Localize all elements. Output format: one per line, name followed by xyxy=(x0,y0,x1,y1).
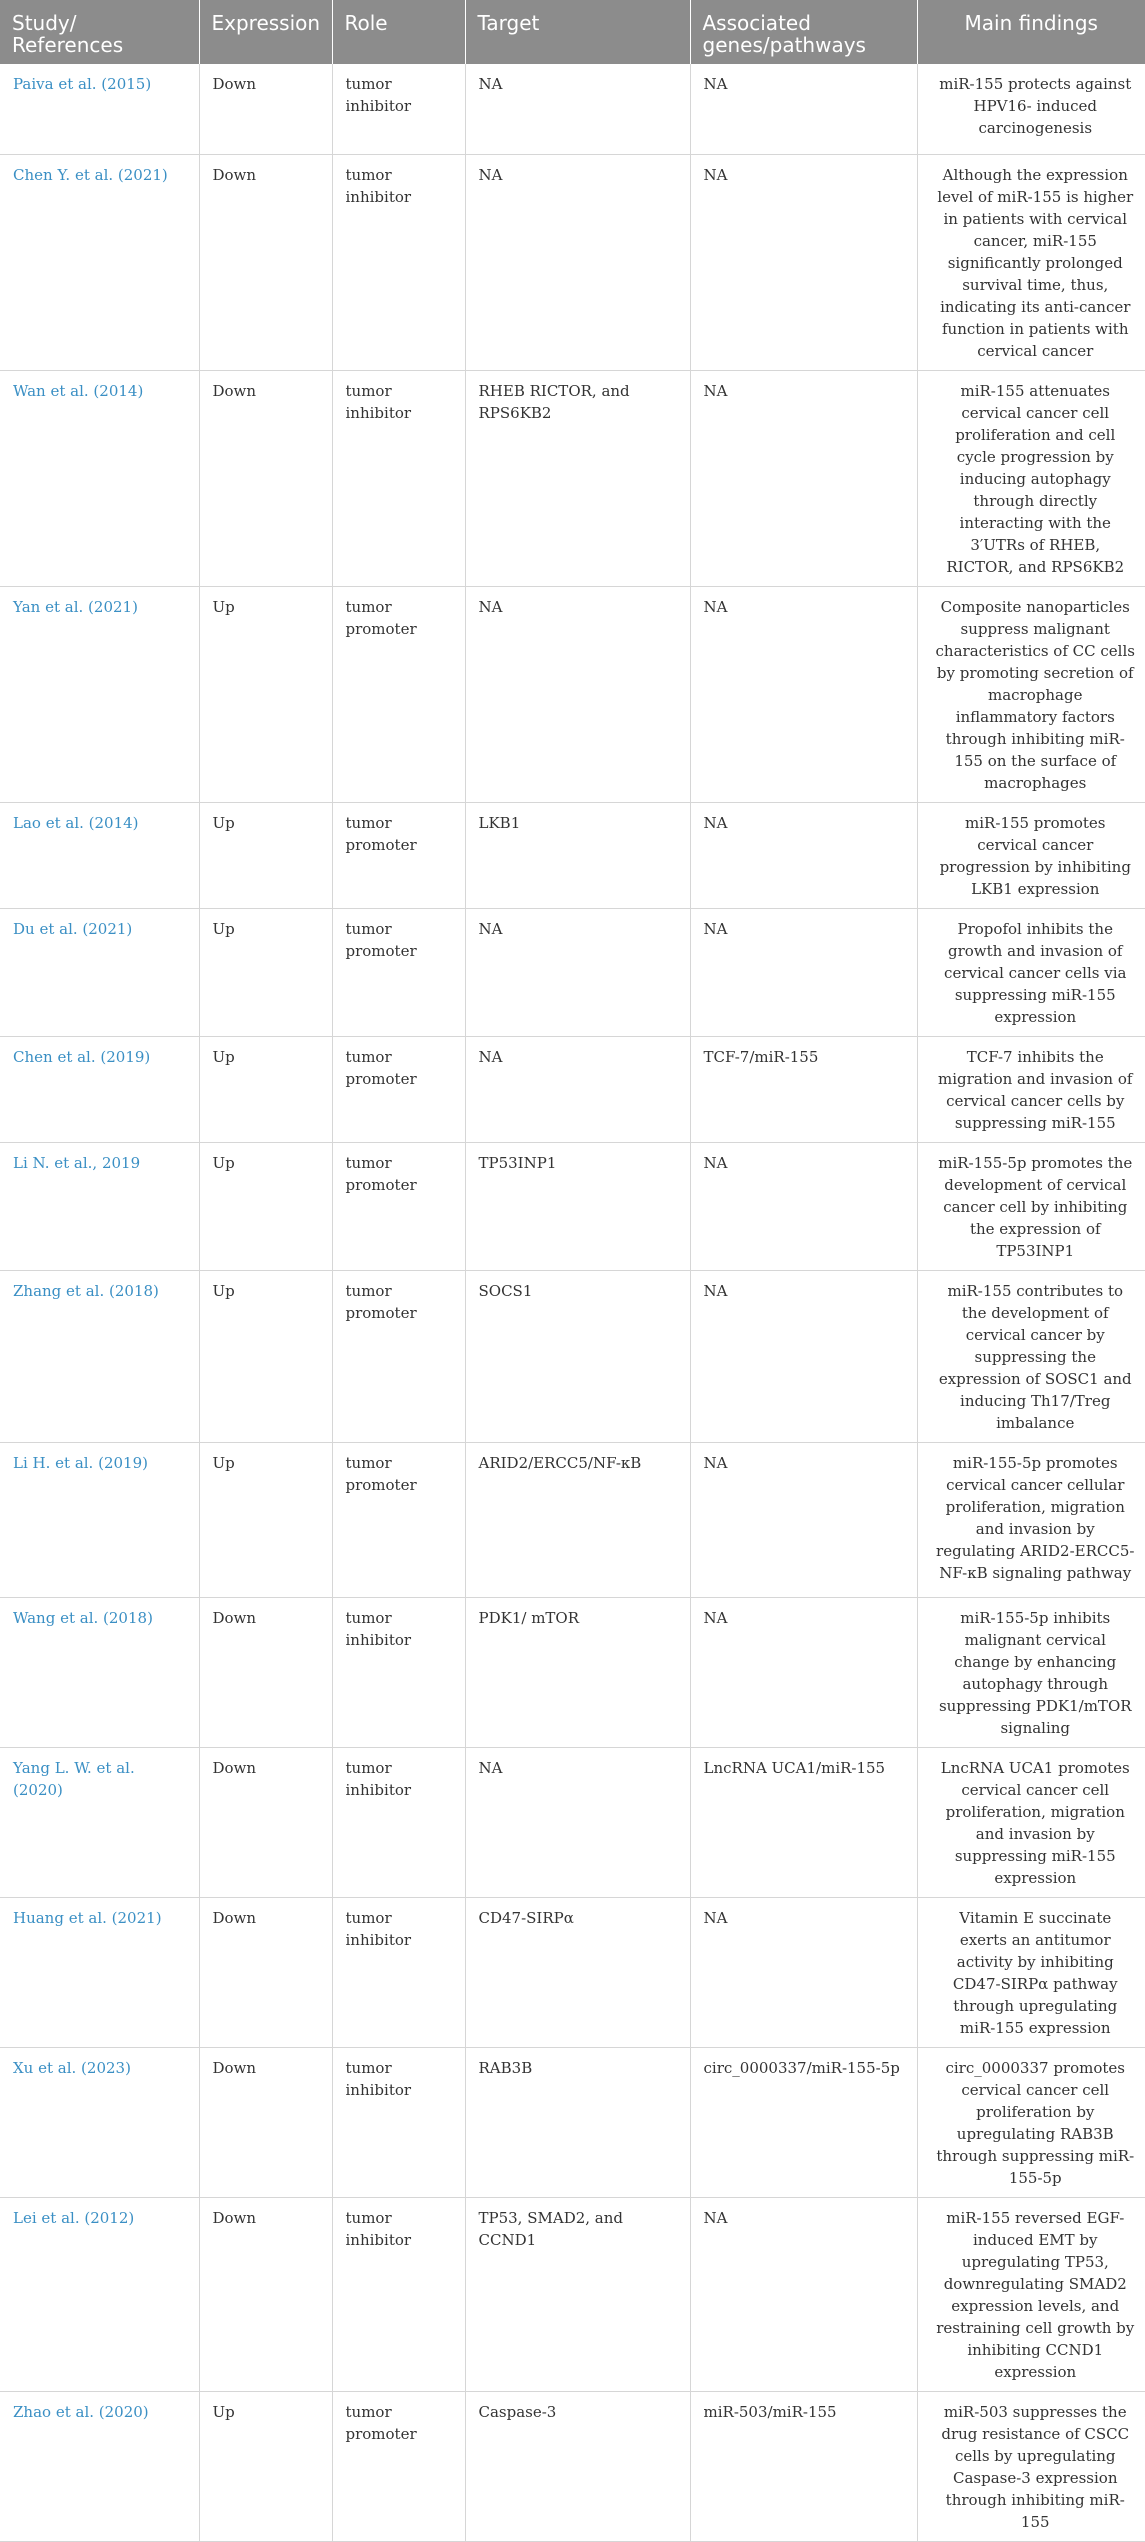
table-row xyxy=(0,2197,1145,2391)
table-row xyxy=(0,2391,1145,2541)
associated-cell: NA xyxy=(690,586,917,802)
expression-cell: Down xyxy=(199,64,332,154)
role-cell: tumor promoter xyxy=(332,1036,465,1142)
target-cell: NA xyxy=(465,586,690,802)
associated-cell: circ_0000337/miR-155-5p xyxy=(690,2047,917,2197)
table-row xyxy=(0,2047,1145,2197)
associated-cell: NA xyxy=(690,1597,917,1747)
role-cell: tumor promoter xyxy=(332,586,465,802)
role-cell: tumor promoter xyxy=(332,2391,465,2541)
table-row xyxy=(0,1442,1145,1597)
target-cell: TP53INP1 xyxy=(465,1142,690,1270)
header-associated-label: Associated genes/pathways xyxy=(702,11,866,57)
associated-cell: NA xyxy=(690,1270,917,1442)
target-cell: NA xyxy=(465,1747,690,1897)
expression-cell: Up xyxy=(199,2391,332,2541)
expression-cell: Up xyxy=(199,1036,332,1142)
findings-cell: Although the expression level of miR-155 is higher in patients with cervical cancer, miR-155 significantly prolonged survival time, thus, indicating its anti-cancer function in patients with cervical cancer xyxy=(917,154,1145,370)
study-cell[interactable]: Lao et al. (2014) xyxy=(0,802,199,908)
study-cell[interactable]: Du et al. (2021) xyxy=(0,908,199,1036)
findings-cell: miR-503 suppresses the drug resistance of CSCC cells by upregulating Caspase-3 expression through inhibiting miR-155 xyxy=(917,2391,1145,2541)
findings-cell: miR-155 contributes to the development of cervical cancer by suppressing the expression of SOSC1 and inducing Th17/Treg imbalance xyxy=(917,1270,1145,1442)
study-cell[interactable]: Lei et al. (2012) xyxy=(0,2197,199,2391)
role-cell: tumor promoter xyxy=(332,908,465,1036)
table-row xyxy=(0,370,1145,586)
target-cell: ARID2/ERCC5/NF-κB xyxy=(465,1442,690,1597)
table-row xyxy=(0,1747,1145,1897)
table-row xyxy=(0,1270,1145,1442)
header-findings xyxy=(917,0,1145,64)
table-body xyxy=(0,64,1145,2541)
study-cell[interactable]: Yan et al. (2021) xyxy=(0,586,199,802)
study-cell[interactable]: Wang et al. (2018) xyxy=(0,1597,199,1747)
table-row xyxy=(0,1897,1145,2047)
study-cell[interactable]: Chen et al. (2019) xyxy=(0,1036,199,1142)
study-cell[interactable]: Paiva et al. (2015) xyxy=(0,64,199,154)
associated-cell: NA xyxy=(690,2197,917,2391)
table-header xyxy=(0,0,1145,64)
header-expression xyxy=(199,0,332,64)
header-expression-label: Expression xyxy=(211,11,321,35)
table-row xyxy=(0,802,1145,908)
header-associated xyxy=(690,0,917,64)
findings-cell: miR-155 protects against HPV16- induced carcinogenesis xyxy=(917,64,1145,154)
study-cell[interactable]: Li H. et al. (2019) xyxy=(0,1442,199,1597)
role-cell: tumor promoter xyxy=(332,1442,465,1597)
table-row xyxy=(0,1597,1145,1747)
findings-cell: miR-155-5p promotes the development of cervical cancer cell by inhibiting the expression of TP53INP1 xyxy=(917,1142,1145,1270)
header-role xyxy=(332,0,465,64)
target-cell: NA xyxy=(465,154,690,370)
target-cell: PDK1/ mTOR xyxy=(465,1597,690,1747)
associated-cell: NA xyxy=(690,64,917,154)
header-target xyxy=(465,0,690,64)
header-study-label: Study/ References xyxy=(12,11,124,57)
table-row xyxy=(0,64,1145,154)
study-cell[interactable]: Li N. et al., 2019 xyxy=(0,1142,199,1270)
table-row xyxy=(0,1036,1145,1142)
role-cell: tumor promoter xyxy=(332,1270,465,1442)
table-row xyxy=(0,586,1145,802)
target-cell: NA xyxy=(465,908,690,1036)
associated-cell: NA xyxy=(690,1897,917,2047)
role-cell: tumor inhibitor xyxy=(332,1597,465,1747)
expression-cell: Up xyxy=(199,908,332,1036)
associated-cell: TCF-7/miR-155 xyxy=(690,1036,917,1142)
target-cell: CD47-SIRPα xyxy=(465,1897,690,2047)
expression-cell: Down xyxy=(199,1597,332,1747)
findings-cell: miR-155 reversed EGF-induced EMT by upregulating TP53, downregulating SMAD2 expression levels, and restraining cell growth by inhibiting CCND1 expression xyxy=(917,2197,1145,2391)
study-cell[interactable]: Wan et al. (2014) xyxy=(0,370,199,586)
associated-cell: miR-503/miR-155 xyxy=(690,2391,917,2541)
role-cell: tumor inhibitor xyxy=(332,1747,465,1897)
expression-cell: Up xyxy=(199,1442,332,1597)
findings-cell: miR-155 promotes cervical cancer progression by inhibiting LKB1 expression xyxy=(917,802,1145,908)
associated-cell: NA xyxy=(690,370,917,586)
target-cell: SOCS1 xyxy=(465,1270,690,1442)
findings-cell: miR-155-5p promotes cervical cancer cellular proliferation, migration and invasion by regulating ARID2-ERCC5-NF-κB signaling pathway xyxy=(917,1442,1145,1597)
role-cell: tumor inhibitor xyxy=(332,370,465,586)
study-cell[interactable]: Zhang et al. (2018) xyxy=(0,1270,199,1442)
expression-cell: Down xyxy=(199,1897,332,2047)
findings-cell: circ_0000337 promotes cervical cancer cell proliferation by upregulating RAB3B through suppressing miR-155-5p xyxy=(917,2047,1145,2197)
header-findings-label: Main findings xyxy=(964,11,1098,35)
expression-cell: Down xyxy=(199,2047,332,2197)
findings-cell: Vitamin E succinate exerts an antitumor activity by inhibiting CD47-SIRPα pathway through upregulating miR-155 expression xyxy=(917,1897,1145,2047)
expression-cell: Up xyxy=(199,1270,332,1442)
findings-cell: Propofol inhibits the growth and invasion of cervical cancer cells via suppressing miR-155 expression xyxy=(917,908,1145,1036)
target-cell: RAB3B xyxy=(465,2047,690,2197)
target-cell: NA xyxy=(465,1036,690,1142)
expression-cell: Down xyxy=(199,1747,332,1897)
header-row xyxy=(0,0,1145,64)
header-role-label: Role xyxy=(344,11,388,35)
findings-cell: LncRNA UCA1 promotes cervical cancer cell proliferation, migration and invasion by suppressing miR-155 expression xyxy=(917,1747,1145,1897)
role-cell: tumor promoter xyxy=(332,1142,465,1270)
expression-cell: Down xyxy=(199,154,332,370)
role-cell: tumor inhibitor xyxy=(332,2197,465,2391)
expression-cell: Up xyxy=(199,1142,332,1270)
expression-cell: Down xyxy=(199,2197,332,2391)
study-cell[interactable]: Xu et al. (2023) xyxy=(0,2047,199,2197)
expression-cell: Down xyxy=(199,370,332,586)
role-cell: tumor inhibitor xyxy=(332,64,465,154)
table-row xyxy=(0,1142,1145,1270)
role-cell: tumor inhibitor xyxy=(332,2047,465,2197)
associated-cell: NA xyxy=(690,908,917,1036)
table-row xyxy=(0,908,1145,1036)
findings-cell: TCF-7 inhibits the migration and invasion of cervical cancer cells by suppressing miR-155 xyxy=(917,1036,1145,1142)
header-target-label: Target xyxy=(477,11,540,35)
findings-cell: miR-155 attenuates cervical cancer cell proliferation and cell cycle progression by inducing autophagy through directly interacting with the 3′UTRs of RHEB, RICTOR, and RPS6KB2 xyxy=(917,370,1145,586)
study-cell[interactable]: Huang et al. (2021) xyxy=(0,1897,199,2047)
study-cell[interactable]: Chen Y. et al. (2021) xyxy=(0,154,199,370)
associated-cell: NA xyxy=(690,802,917,908)
associated-cell: NA xyxy=(690,1142,917,1270)
table-row xyxy=(0,154,1145,370)
associated-cell: NA xyxy=(690,154,917,370)
role-cell: tumor inhibitor xyxy=(332,1897,465,2047)
target-cell: RHEB RICTOR, and RPS6KB2 xyxy=(465,370,690,586)
target-cell: LKB1 xyxy=(465,802,690,908)
study-cell[interactable]: Zhao et al. (2020) xyxy=(0,2391,199,2541)
associated-cell: NA xyxy=(690,1442,917,1597)
header-study xyxy=(0,0,199,64)
target-cell: TP53, SMAD2, and CCND1 xyxy=(465,2197,690,2391)
target-cell: Caspase-3 xyxy=(465,2391,690,2541)
target-cell: NA xyxy=(465,64,690,154)
role-cell: tumor promoter xyxy=(332,802,465,908)
role-cell: tumor inhibitor xyxy=(332,154,465,370)
expression-cell: Up xyxy=(199,586,332,802)
expression-cell: Up xyxy=(199,802,332,908)
study-cell[interactable]: Yang L. W. et al. (2020) xyxy=(0,1747,199,1897)
findings-cell: Composite nanoparticles suppress malignant characteristics of CC cells by promoting secretion of macrophage inflammatory factors through inhibiting miR-155 on the surface of macrophages xyxy=(917,586,1145,802)
associated-cell: LncRNA UCA1/miR-155 xyxy=(690,1747,917,1897)
findings-cell: miR-155-5p inhibits malignant cervical change by enhancing autophagy through suppressing PDK1/mTOR signaling xyxy=(917,1597,1145,1747)
